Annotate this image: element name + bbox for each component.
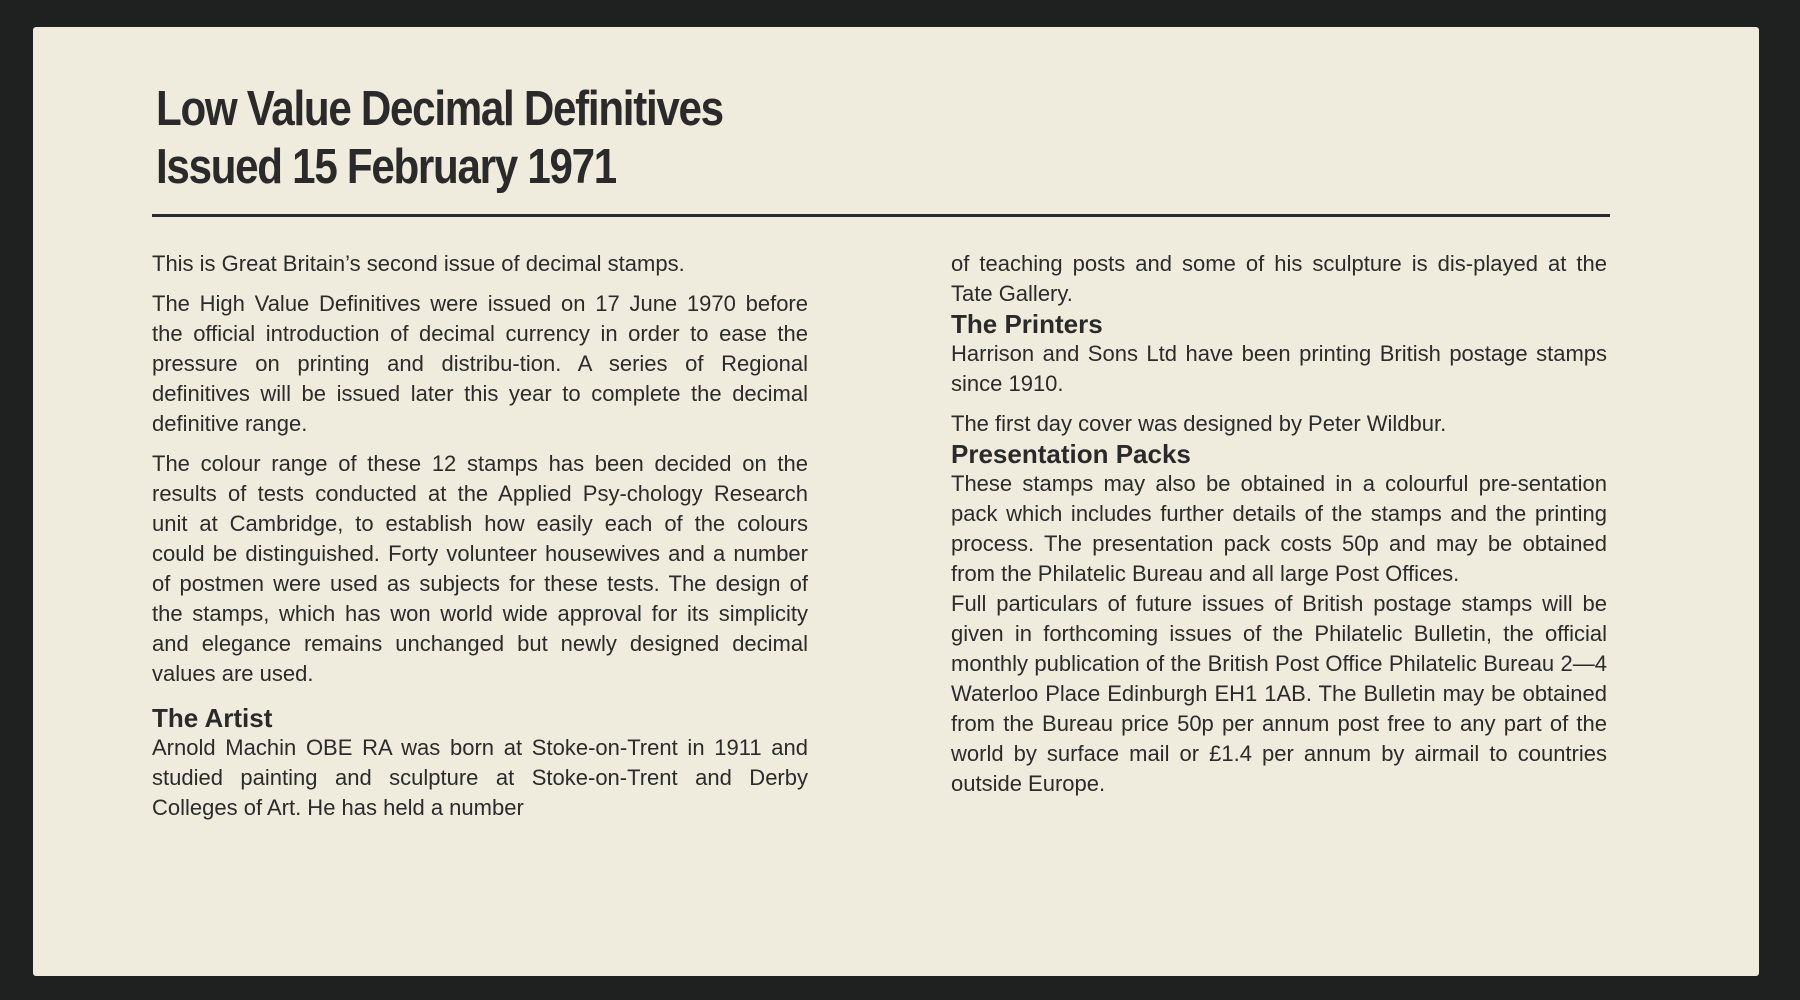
page-title <box>156 80 723 196</box>
right-column <box>951 249 1607 799</box>
artist-paragraph: Arnold Machin OBE RA was born at Stoke-on-Trent in 1911 and studied painting and sculpture at Stoke-on-Trent and Derby Colleges of Art. He has held a number <box>152 735 808 820</box>
title-line-1: Low Value Decimal Definitives <box>156 82 723 136</box>
title-divider <box>152 214 1610 217</box>
printers-paragraph: Harrison and Sons Ltd have been printing British postage stamps since 1910. <box>951 341 1607 396</box>
bulletin-paragraph: Full particulars of future issues of British postage stamps will be given in forthcoming issues of the Philatelic Bulletin, the official monthly publication of the British Post Office Philatelic Bureau 2—4 Waterloo Place Edinburgh EH1 1AB. The Bulletin may be obtained from the Bureau price 50p per annum post free to any part of the world by surface mail or £1.4 per annum by airmail to countries outside Europe. <box>951 591 1607 796</box>
colour-range-paragraph: The colour range of these 12 stamps has been decided on the results of tests conducted at the Applied Psy-chology Research unit at Cambridge, to establish how easily each of the colours could be distinguished. Forty volunteer housewives and a number of postmen were used as subjects for these tests. The design of the stamps, which has won world wide approval for its simplicity and elegance remains unchanged but newly designed decimal values are used. <box>152 451 808 686</box>
presentation-packs-paragraph: These stamps may also be obtained in a colourful pre-sentation pack which includes further details of the stamps and the printing process. The presentation pack costs 50p and may be obtained from the Philatelic Bureau and all large Post Offices. <box>951 471 1607 586</box>
intro-paragraph: This is Great Britain’s second issue of decimal stamps. <box>152 251 685 276</box>
cover-designer-paragraph: The first day cover was designed by Peter Wildbur. <box>951 411 1447 436</box>
high-value-paragraph: The High Value Definitives were issued on 17 June 1970 before the official introduction of decimal currency in order to ease the pressure on printing and distribu-tion. A series of Regional definitives will be issued later this year to complete the decimal definitive range. <box>152 291 808 436</box>
artist-continued-paragraph: of teaching posts and some of his sculpture is dis-played at the Tate Gallery. <box>951 251 1607 306</box>
printers-heading: The Printers <box>951 309 1103 339</box>
artist-heading: The Artist <box>152 703 273 733</box>
left-column <box>152 249 808 823</box>
presentation-packs-heading: Presentation Packs <box>951 439 1191 469</box>
title-line-2: Issued 15 February 1971 <box>156 140 616 194</box>
